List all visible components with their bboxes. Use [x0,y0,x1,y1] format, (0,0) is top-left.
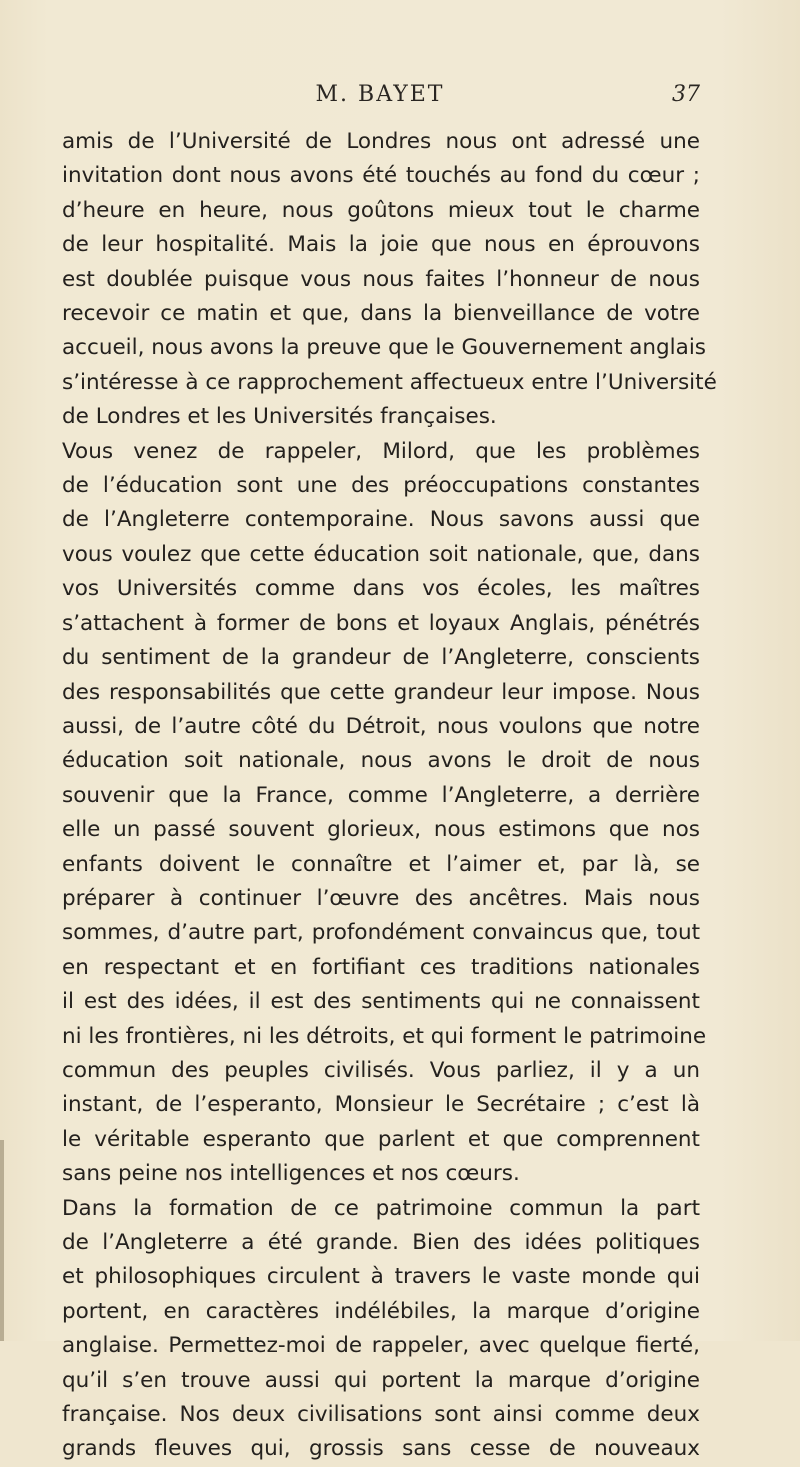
text-line: de l’Angleterre contemporaine. Nous savons aussi que [62,507,700,533]
text-line: enfants doivent le connaître et l’aimer et, par là, se [62,851,700,877]
text-line: s’attachent à former de bons et loyaux Anglais, pénétrés [62,610,700,636]
text-line: est doublée puisque vous nous faites l’honneur de nous [62,266,700,292]
text-line: s’intéresse à ce rapprochement affectueux entre l’Université [62,369,717,395]
text-line: en respectant et en fortifiant ces traditions nationales [62,954,700,980]
text-line: du sentiment de la grandeur de l’Angleterre, conscients [62,645,700,671]
text-line: grands fleuves qui, grossis sans cesse de nouveaux [62,1436,700,1462]
text-line: préparer à continuer l’œuvre des ancêtres. Mais nous [62,885,700,911]
page-header [60,82,700,116]
text-line: de l’Angleterre a été grande. Bien des idées politiques [62,1230,700,1255]
text-line: de Londres et les Universités françaises. [62,404,497,430]
text-line: le véritable esperanto que parlent et que comprennent [62,1126,700,1152]
text-line: Vous venez de rappeler, Milord, que les problèmes [62,438,700,464]
text-line: vos Universités comme dans vos écoles, les maîtres [62,576,700,602]
text-line: aussi, de l’autre côté du Détroit, nous voulons que notre [62,713,700,739]
text-line: Dans la formation de ce patrimoine commun la part [62,1195,700,1221]
text-line: de l’éducation sont une des préoccupations constantes [62,473,700,499]
text-line: instant, de l’esperanto, Monsieur le Secrétaire ; c’est là [62,1092,700,1118]
text-line: ni les frontières, ni les détroits, et qui forment le patrimoine [62,1023,707,1049]
running-title: M. BAYET [315,82,445,107]
text-line: de leur hospitalité. Mais la joie que nous en éprouvons [62,232,700,258]
text-line: d’heure en heure, nous goûtons mieux tout le charme [62,197,700,223]
page-gutter-edge [0,1140,4,1341]
text-line: vous voulez que cette éducation soit nationale, que, dans [62,541,700,567]
paragraph [62,1192,700,1467]
page-number: 37 [672,82,700,107]
text-line: invitation dont nous avons été touchés au fond du cœur ; [62,163,700,189]
text-line: éducation soit nationale, nous avons le droit de nous [62,748,700,774]
paragraph [62,125,717,435]
text-line: il est des idées, il est des sentiments qui ne connaissent [62,989,700,1015]
text-line: recevoir ce matin et que, dans la bienveillance de votre [62,301,700,327]
text-line: souvenir que la France, comme l’Angleterre, a derrière [62,782,700,808]
paragraph [62,435,707,1192]
text-line: et philosophiques circulent à travers le vaste monde qui [62,1264,700,1290]
body-text [62,125,717,1467]
text-line: commun des peuples civilisés. Vous parliez, il y a un [62,1057,700,1083]
text-line: française. Nos deux civilisations sont ainsi comme deux [62,1402,700,1428]
text-line: amis de l’Université de Londres nous ont adressé une [62,129,700,154]
text-line: anglaise. Permettez-moi de rappeler, avec quelque fierté, [62,1333,700,1359]
text-line: portent, en caractères indélébiles, la marque d’origine [62,1298,700,1324]
text-line: sommes, d’autre part, profondément convaincus que, tout [62,920,700,946]
text-line: accueil, nous avons la preuve que le Gouvernement anglais [62,335,706,361]
text-line: elle un passé souvent glorieux, nous estimons que nos [62,817,700,843]
text-line: qu’il s’en trouve aussi qui portent la marque d’origine [62,1367,700,1393]
text-line: sans peine nos intelligences et nos cœurs. [62,1161,520,1187]
text-line: des responsabilités que cette grandeur leur impose. Nous [62,679,700,705]
